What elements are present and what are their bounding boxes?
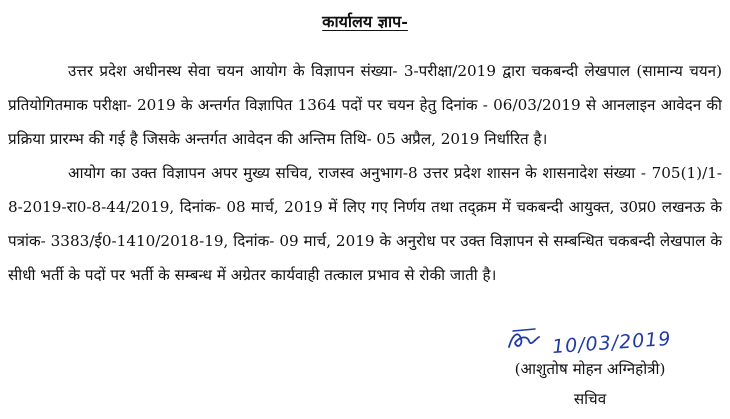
signature-date: 10/03/2019 [551, 327, 673, 359]
signer-designation: सचिव [573, 390, 607, 408]
memo-title [0, 10, 730, 32]
memo-paragraph-1: उत्तर प्रदेश अधीनस्थ सेवा चयन आयोग के विज्ञापन संख्या- 3-परीक्षा/2019 द्वारा चकबन्दी लेखपाल (सामान्य चयन) प्रतियोगितमाक परीक्षा- 2019 के अन्तर्गत विज्ञापित 1364 पदों पर चयन हेतु दिनांक - 06/03/2019 से आनलाइन आवेदन की प्रक्रिया प्रारम्भ की गई है जिसके अन्तर्गत आवेदन की अन्तिम तिथि- 05 अप्रैल, 2019 निर्धारित है। [8, 62, 722, 148]
memo-title-text: कार्यालय ज्ञाप- [322, 12, 408, 31]
memo-paragraph-2: आयोग का उक्त विज्ञापन अपर मुख्य सचिव, राजस्व अनुभाग-8 उत्तर प्रदेश शासन के शासनादेश संख्या - 705(1)/1-8-2019-रा0-8-44/2019, दिनांक- 08 मार्च, 2019 में लिए गए निर्णय तथा तद्क्रम में चकबन्दी आयुक्त, उ0प्र0 लखनऊ के पत्रांक- 3383/ई0-1410/2018-19, दिनांक- 09 मार्च, 2019 के अनुरोध पर उक्त विज्ञापन से सम्बन्धित चकबन्दी लेखपाल के सीधी भर्ती के पदों पर भर्ती के सम्बन्ध में अग्रेतर कार्यवाही तत्काल प्रभाव से रोकी जाती है। [8, 164, 722, 284]
signer-name: (आशुतोष मोहन अग्निहोत्री) [514, 360, 666, 378]
